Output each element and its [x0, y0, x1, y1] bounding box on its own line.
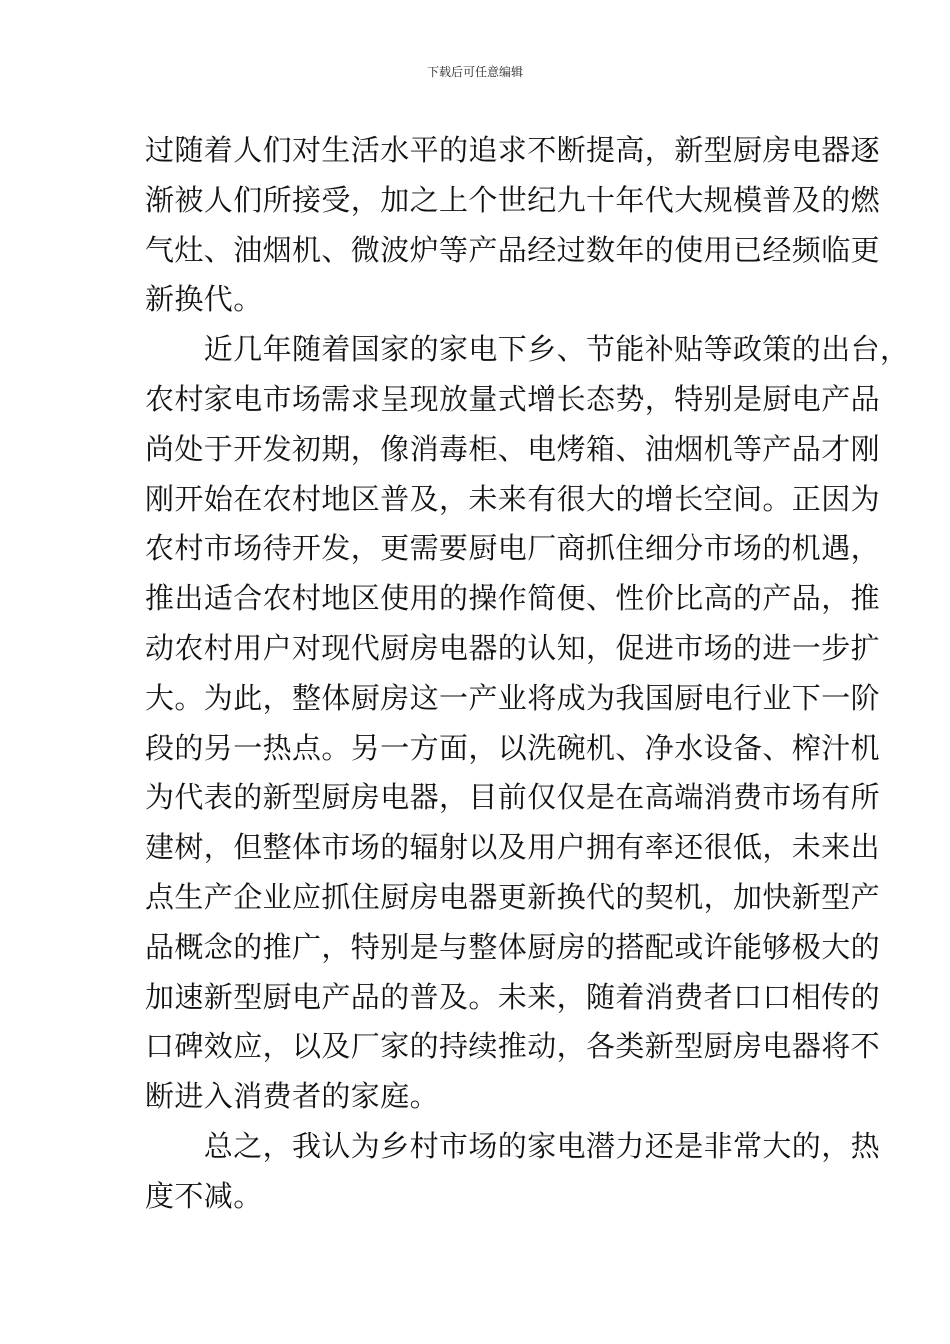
body-text — [145, 126, 910, 1222]
text-line: 建树，但整体市场的辐射以及用户拥有率还很低，未来出 — [145, 830, 881, 865]
text-line: 口碑效应，以及厂家的持续推动，各类新型厨房电器将不 — [145, 1029, 881, 1064]
text-line: 新换代。 — [145, 282, 263, 317]
text-line: 品概念的推广，特别是与整体厨房的搭配或许能够极大的 — [145, 929, 881, 964]
text-line: 推出适合农村地区使用的操作简便、性价比高的产品，推 — [145, 581, 881, 616]
text-line: 过随着人们对生活水平的追求不断提高，新型厨房电器逐 — [145, 133, 881, 167]
text-line: 尚处于开发初期，像消毒柜、电烤箱、油烟机等产品才刚 — [145, 431, 881, 466]
text-line: 总之，我认为乡村市场的家电潜力还是非常大的，热 — [145, 1128, 881, 1163]
text-line: 农村市场待开发，更需要厨电厂商抓住细分市场的机遇， — [145, 531, 881, 566]
text-line: 度不减。 — [145, 1178, 263, 1213]
page-header: 下载后可任意编辑 — [426, 65, 523, 79]
text-line: 加速新型厨电产品的普及。未来，随着消费者口口相传的 — [145, 979, 881, 1014]
text-line: 断进入消费者的家庭。 — [145, 1079, 440, 1114]
text-line: 动农村用户对现代厨房电器的认知，促进市场的进一步扩 — [145, 630, 881, 665]
text-line: 为代表的新型厨房电器，目前仅仅是在高端消费市场有所 — [145, 780, 881, 815]
text-line: 大。为此，整体厨房这一产业将成为我国厨电行业下一阶 — [145, 680, 881, 715]
text-line: 近几年随着国家的家电下乡、节能补贴等政策的出台， — [145, 332, 910, 367]
text-line: 段的另一热点。另一方面，以洗碗机、净水设备、榨汁机 — [145, 730, 881, 765]
text-line: 渐被人们所接受，加之上个世纪九十年代大规模普及的燃 — [145, 182, 881, 217]
text-line: 气灶、油烟机、微波炉等产品经过数年的使用已经频临更 — [145, 232, 881, 267]
text-line: 点生产企业应抓住厨房电器更新换代的契机，加快新型产 — [145, 879, 881, 914]
text-line: 农村家电市场需求呈现放量式增长态势，特别是厨电产品 — [145, 381, 881, 416]
text-line: 刚开始在农村地区普及，未来有很大的增长空间。正因为 — [145, 481, 881, 516]
